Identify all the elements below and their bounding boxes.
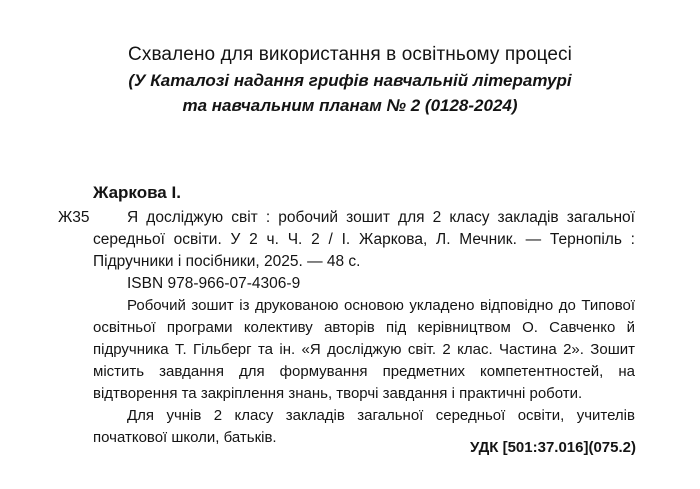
approval-line-2: (У Каталозі надання грифів навчальній літературі <box>128 71 572 90</box>
approval-line-3: та навчальним планам № 2 (0128-2024) <box>182 96 518 115</box>
author-heading: Жаркова І. <box>93 183 181 202</box>
annotation-paragraph-1: Робочий зошит із друкованою основою укладено відповідно до Типової освітньої програми колективу авторів під керівництвом О. Савченко й підручника Т. Гільберг та ін. «Я досліджую світ. 2 клас. Частина 2». Зошит містить завдання для формування предметних компетентностей, на відтворення та закріплення знань, творчі завдання і практичні роботи. <box>93 297 635 402</box>
isbn: ISBN 978-966-07-4306-9 <box>127 275 301 292</box>
approval-line-1: Схвалено для використання в освітньому процесі <box>128 44 572 65</box>
author-code: Ж35 <box>58 209 90 226</box>
annotation-paragraph-2: Для учнів 2 класу закладів загальної середньої освіти, учителів початкової школи, батьків. <box>93 407 635 446</box>
udc-code: УДК [501:37.016](075.2) <box>470 439 636 456</box>
approval-notice <box>0 42 700 118</box>
bibliographic-description: Я досліджую світ : робочий зошит для 2 класу закладів загальної середньої освіти. У 2 ч. Ч. 2 / І. Жаркова, Л. Мечник. — Тернопіль : Підручники і посібники, 2025. — 48 с. <box>93 209 635 270</box>
